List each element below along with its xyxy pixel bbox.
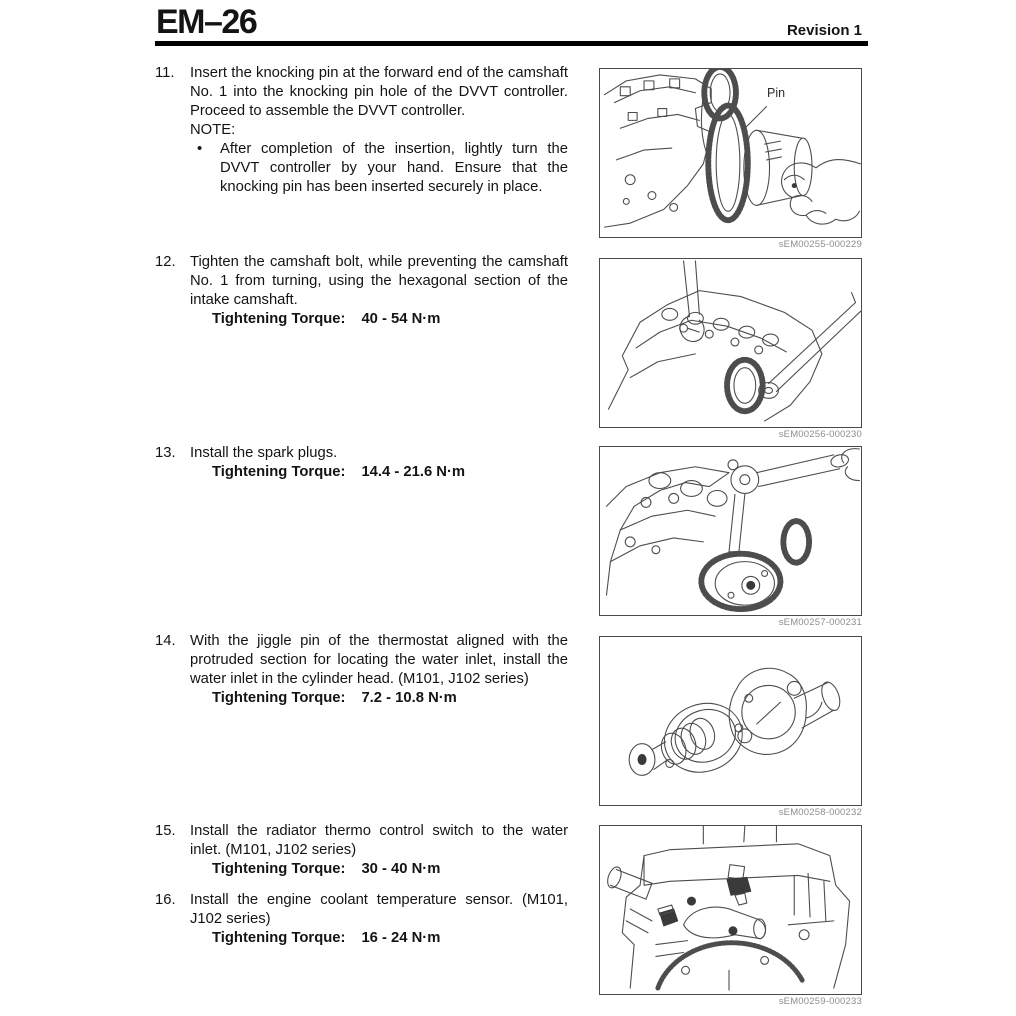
step-12 bbox=[155, 253, 568, 329]
engine-wrench-illustration bbox=[600, 259, 861, 427]
figure-coolant-sensors bbox=[599, 825, 862, 1007]
step-text: Install the spark plugs. bbox=[190, 445, 338, 461]
figure-spark-plug bbox=[599, 446, 862, 628]
step-11 bbox=[155, 64, 568, 197]
step-16 bbox=[155, 891, 568, 948]
step-number: 11. bbox=[155, 65, 175, 81]
header-rule bbox=[155, 41, 868, 46]
figure-dvvt-controller bbox=[599, 68, 862, 250]
torque-spec bbox=[190, 463, 568, 482]
engine-dvvt-illustration bbox=[600, 69, 861, 237]
engine-sensors-illustration bbox=[600, 826, 861, 994]
figure-thermostat bbox=[599, 636, 862, 818]
revision-label: Revision 1 bbox=[786, 22, 862, 39]
figure-caption: sEM00257-000231 bbox=[778, 617, 862, 628]
figure-box bbox=[599, 825, 862, 995]
note-text: After completion of the insertion, lightly turn the DVVT controller by your hand. Ensure that the knocking pin has been inserted securely in place. bbox=[220, 141, 568, 195]
step-text: Tighten the camshaft bolt, while preventing the camshaft No. 1 from turning, using the hexagonal section of the intake camshaft. bbox=[190, 254, 568, 308]
torque-spec bbox=[190, 310, 568, 329]
step-13 bbox=[155, 444, 568, 482]
torque-spec bbox=[190, 929, 568, 948]
step-text: Install the radiator thermo control switch to the water inlet. (M101, J102 series) bbox=[190, 823, 568, 858]
torque-spec bbox=[190, 689, 568, 708]
step-text: Insert the knocking pin at the forward end of the camshaft No. 1 into the knocking pin hole of the DVVT controller. Proceed to assemble the DVVT controller. bbox=[190, 65, 568, 119]
step-14 bbox=[155, 632, 568, 708]
torque-value: 16 - 24 N·m bbox=[361, 930, 441, 946]
torque-label: Tightening Torque: bbox=[212, 861, 346, 877]
figure-caption: sEM00256-000230 bbox=[778, 429, 862, 440]
torque-value: 14.4 - 21.6 N·m bbox=[361, 464, 466, 480]
engine-ratchet-illustration bbox=[600, 447, 861, 615]
step-15 bbox=[155, 822, 568, 879]
page-code: EM–26 bbox=[156, 3, 257, 41]
step-text: With the jiggle pin of the thermostat aligned with the protruded section for locating the water inlet, install the water inlet in the cylinder head. (M101, J102 series) bbox=[190, 633, 568, 687]
figure-box bbox=[599, 636, 862, 806]
step-number: 14. bbox=[155, 633, 176, 649]
note-label: NOTE: bbox=[190, 122, 236, 138]
torque-spec bbox=[190, 860, 568, 879]
torque-value: 7.2 - 10.8 N·m bbox=[361, 690, 457, 706]
figure-box bbox=[599, 68, 862, 238]
thermostat-illustration bbox=[600, 637, 861, 805]
figure-box bbox=[599, 446, 862, 616]
step-number: 15. bbox=[155, 823, 176, 839]
bullet-glyph: • bbox=[197, 141, 203, 157]
step-number: 12. bbox=[155, 254, 176, 270]
step-number: 13. bbox=[155, 445, 176, 461]
step-text: Install the engine coolant temperature sensor. (M101, J102 series) bbox=[190, 892, 568, 927]
torque-label: Tightening Torque: bbox=[212, 311, 346, 327]
figure-caption: sEM00255-000229 bbox=[778, 239, 862, 250]
torque-label: Tightening Torque: bbox=[212, 930, 346, 946]
figure-caption: sEM00259-000233 bbox=[778, 996, 862, 1007]
figure-caption: sEM00258-000232 bbox=[778, 807, 862, 818]
figure-camshaft-bolt bbox=[599, 258, 862, 440]
torque-label: Tightening Torque: bbox=[212, 690, 346, 706]
torque-value: 30 - 40 N·m bbox=[361, 861, 441, 877]
note-bullet-row bbox=[190, 140, 568, 197]
figure-box bbox=[599, 258, 862, 428]
step-number: 16. bbox=[155, 892, 176, 908]
torque-label: Tightening Torque: bbox=[212, 464, 346, 480]
pin-callout-label: Pin bbox=[767, 86, 786, 100]
torque-value: 40 - 54 N·m bbox=[361, 311, 441, 327]
